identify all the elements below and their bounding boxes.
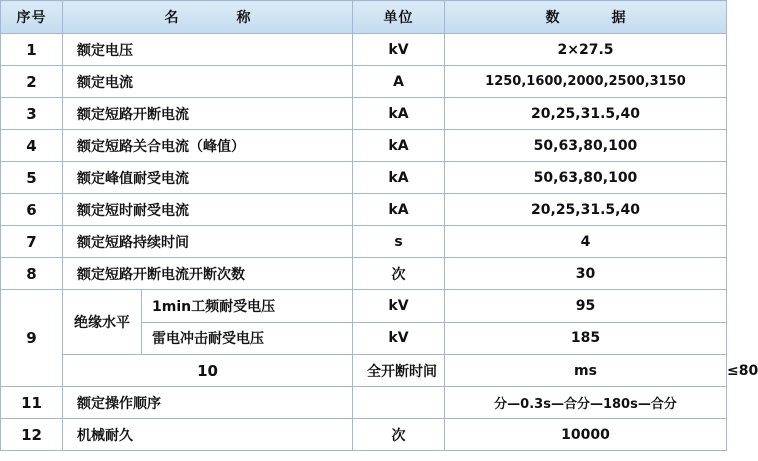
insulation-subrow-name: 雷电冲击耐受电压 [152,331,264,348]
row-name: 机械耐久 [63,419,353,451]
insulation-subrow [445,290,726,322]
row-unit: kV [353,34,445,66]
column-header-data: 数 据 [445,1,727,34]
table-row [1,66,727,98]
row-number: 1 [1,34,63,66]
insulation-subrow-unit: kV [353,290,444,322]
table-row [1,194,727,226]
row-name: 全开断时间 [353,355,445,387]
table-row [1,387,727,419]
insulation-subrow-value: 185 [570,330,601,347]
row-unit: kA [353,98,445,130]
insulation-subrow-unit: kV [388,330,409,347]
row-number: 10 [63,355,353,387]
insulation-data-cell [445,290,727,355]
insulation-unit-subtable [353,290,444,354]
row-name: 额定峰值耐受电流 [63,162,353,194]
row-unit: kA [353,162,445,194]
insulation-name-cell [63,290,353,355]
table-row [1,162,727,194]
row-number: 4 [1,130,63,162]
row-name: 额定短路开断电流开断次数 [63,258,353,290]
row-value: 10000 [445,419,727,451]
row-name: 额定短路关合电流（峰值） [63,130,353,162]
row-value: 20,25,31.5,40 [445,194,727,226]
insulation-data-subtable [445,290,726,354]
table-row [1,34,727,66]
table-row-insulation-1 [1,290,727,355]
row-number: 9 [1,290,63,387]
insulation-name-subtable [63,290,352,354]
table-row [1,226,727,258]
row-unit: ms [445,355,727,387]
row-number: 6 [1,194,63,226]
column-header-unit: 单位 [353,1,445,34]
insulation-subrow [353,322,444,354]
row-unit: kA [353,194,445,226]
row-unit: kA [353,130,445,162]
row-name: 额定短路持续时间 [63,226,353,258]
row-unit: A [353,66,445,98]
insulation-subrow-name: 1min工频耐受电压 [142,290,353,322]
row-unit: 次 [353,258,445,290]
insulation-subrow [445,322,726,354]
row-number: 12 [1,419,63,451]
row-name: 额定短时耐受电流 [63,194,353,226]
header-row [1,1,727,34]
row-name: 额定短路开断电流 [63,98,353,130]
row-number: 8 [1,258,63,290]
row-value: 1250,1600,2000,2500,3150 [445,66,727,98]
table-row [1,98,727,130]
row-value: 分—0.3s—合分—180s—合分 [445,387,727,419]
row-number: 11 [1,387,63,419]
row-unit: s [353,226,445,258]
row-value: 4 [445,226,727,258]
row-unit: 次 [353,419,445,451]
row-number: 5 [1,162,63,194]
row-name: 额定操作顺序 [63,387,353,419]
table-row: 10 全开断时间 ms ≤80 [1,355,727,387]
row-unit [353,387,445,419]
insulation-unit-cell [353,290,445,355]
table-row [1,419,727,451]
row-number: 2 [1,66,63,98]
row-name: 额定电流 [63,66,353,98]
column-header-no: 序号 [1,1,63,34]
row-number: 7 [1,226,63,258]
row-value: 2×27.5 [445,34,727,66]
table-body [1,34,758,451]
table-header [1,1,727,34]
column-header-name: 名 称 [63,1,353,34]
row-number: 3 [1,98,63,130]
row-value: 20,25,31.5,40 [445,98,727,130]
row-value: 30 [445,258,727,290]
row-name: 额定电压 [63,34,353,66]
table-row [1,258,727,290]
insulation-subrow [63,290,352,322]
row-value: 50,63,80,100 [445,162,727,194]
insulation-subrow [353,290,444,322]
table-row [1,130,727,162]
insulation-group-label: 绝缘水平 [63,290,142,354]
insulation-subrow-value: 95 [445,290,726,322]
row-value: 50,63,80,100 [445,130,727,162]
